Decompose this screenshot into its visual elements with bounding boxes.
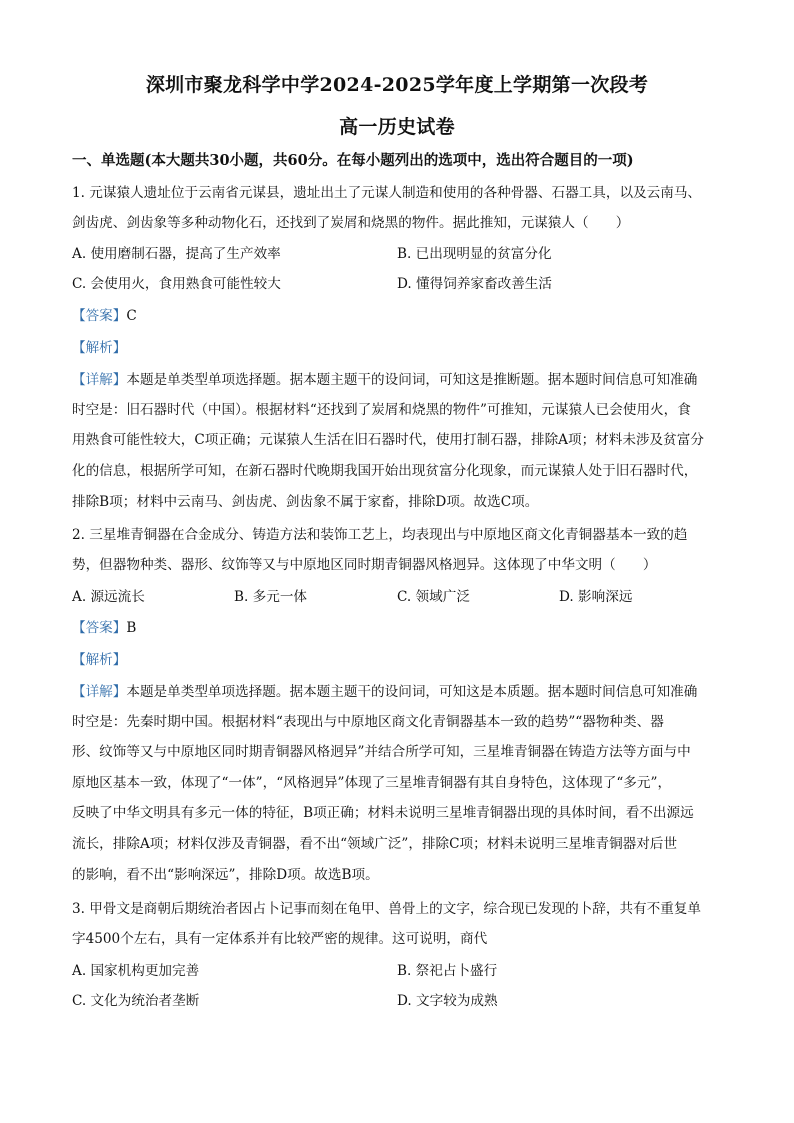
section-heading: 一、单选题(本大题共30小题，共60分。在每小题列出的选项中，选出符合题目的一项) (72, 152, 634, 169)
question-2-analysis-label: 【解析】 (72, 652, 127, 668)
question-3-option-c: C. 文化为统治者垄断 (72, 993, 200, 1009)
question-1-option-b: B. 已出现明显的贫富分化 (397, 246, 552, 262)
detail-label: 【详解】 (72, 684, 127, 700)
question-3-option-d: D. 文字较为成熟 (397, 993, 498, 1009)
answer-label: 【答案】 (72, 308, 127, 324)
question-1-option-a: A. 使用磨制石器，提高了生产效率 (72, 246, 281, 262)
answer-label: 【答案】 (72, 620, 127, 636)
question-1-detail-line-5: 排除B项；材料中云南马、剑齿虎、剑齿象不属于家畜，排除D项。故选C项。 (72, 494, 539, 510)
question-1-detail-line-4: 化的信息，根据所学可知，在新石器时代晚期我国开始出现贫富分化现象，而元谋猿人处于旧石器时代， (72, 463, 698, 479)
question-1-option-c: C. 会使用火，食用熟食可能性较大 (72, 276, 281, 292)
question-2-stem-line-2: 势，但器物种类、器形、纹饰等又与中原地区同时期青铜器风格迥异。这体现了中华文明（ ） (72, 557, 657, 573)
question-2-option-d: D. 影响深远 (559, 589, 633, 605)
document-subtitle: 高一历史试卷 (339, 116, 455, 138)
question-3-option-b: B. 祭祀占卜盛行 (397, 963, 498, 979)
question-2-detail-line-7: 的影响，看不出“影响深远”，排除D项。故选B项。 (72, 867, 379, 883)
question-2-detail-line-2: 时空是：先秦时期中国。根据材料“表现出与中原地区商文化青铜器基本一致的趋势”“器物种类、器 (72, 714, 664, 730)
question-2-answer (72, 618, 136, 638)
question-2-detail-line-1: 【详解】本题是单类型单项选择题。据本题主题干的设问词，可知这是本质题。据本题时间信息可知准确 (72, 684, 698, 700)
question-3-option-a: A. 国家机构更加完善 (72, 963, 200, 979)
question-1-detail-line-3: 用熟食可能性较大，C项正确；元谋猿人生活在旧石器时代，使用打制石器，排除A项；材料未涉及贫富分 (72, 432, 704, 448)
question-1-detail-line-1: 【详解】本题是单类型单项选择题。据本题主题干的设问词，可知这是推断题。据本题时间信息可知准确 (72, 372, 698, 388)
question-1-option-d: D. 懂得饲养家畜改善生活 (397, 276, 552, 292)
question-2-detail-line-5: 反映了中华文明具有多元一体的特征，B项正确；材料未说明三星堆青铜器出现的具体时间，看不出源远 (72, 805, 694, 821)
question-2-stem-line-1: 2. 三星堆青铜器在合金成分、铸造方法和装饰工艺上，均表现出与中原地区商文化青铜器基本一致的趋 (72, 527, 688, 543)
question-2-option-a: A. 源远流长 (72, 589, 145, 605)
question-2-detail-line-6: 流长，排除A项；材料仅涉及青铜器，看不出“领域广泛”，排除C项；材料未说明三星堆青铜器对后世 (72, 836, 678, 852)
question-1-analysis-label: 【解析】 (72, 340, 127, 356)
question-1-answer (72, 306, 137, 326)
question-2-detail-line-4: 原地区基本一致，体现了“一体”，“风格迥异”体现了三星堆青铜器有其自身特色，这体现了“多元”， (72, 775, 672, 791)
answer-value: C (126, 308, 137, 324)
question-2-option-c: C. 领域广泛 (397, 589, 470, 605)
document-title: 深圳市聚龙科学中学2024-2025学年度上学期第一次段考 (145, 74, 649, 96)
question-1-detail-line-2: 时空是：旧石器时代（中国）。根据材料“还找到了炭屑和烧黑的物件”可推知，元谋猿人已会使用火，食 (72, 402, 691, 418)
question-3-stem-line-2: 字4500个左右，具有一定体系并有比较严密的规律。这可说明，商代 (72, 931, 488, 947)
question-1-stem-line-1: 1. 元谋猿人遗址位于云南省元谋县，遗址出土了元谋人制造和使用的各种骨器、石器工具，以及云南马、 (72, 185, 702, 201)
question-2-option-b: B. 多元一体 (234, 589, 308, 605)
question-2-detail-line-3: 形、纹饰等又与中原地区同时期青铜器风格迥异”并结合所学可知，三星堆青铜器在铸造方法等方面与中 (72, 744, 691, 760)
detail-label: 【详解】 (72, 372, 127, 388)
question-1-stem-line-2: 剑齿虎、剑齿象等多种动物化石，还找到了炭屑和烧黑的物件。据此推知，元谋猿人（ ） (72, 215, 630, 231)
answer-value: B (126, 620, 137, 636)
question-3-stem-line-1: 3. 甲骨文是商朝后期统治者因占卜记事而刻在龟甲、兽骨上的文字，综合现已发现的卜辞，共有不重复单 (72, 901, 702, 917)
